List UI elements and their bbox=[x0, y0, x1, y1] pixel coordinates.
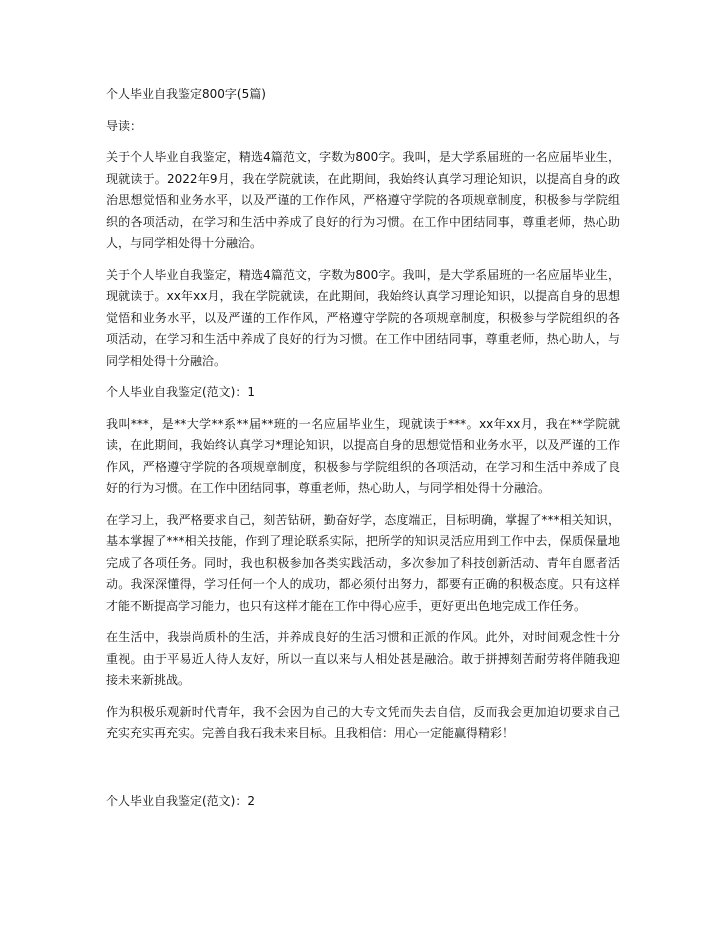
essay-paragraph: 在生活中，我崇尚质朴的生活，并养成良好的生活习惯和正派的作风。此外，对时间观念性十分重视。由于平易近人待人友好，所以一直以来与人相处甚是融洽。敢于拼搏刻苦耐劳将伴随我迎接未来新挑战。 bbox=[106, 630, 620, 687]
essay-paragraph: 作为积极乐观新时代青年，我不会因为自己的大专文凭而失去自信，反而我会更加迫切要求自己充实充实再充实。完善自我石我未来目标。且我相信：用心一定能赢得精彩！ bbox=[106, 704, 620, 740]
document-body bbox=[106, 84, 620, 822]
intro-label: 导读： bbox=[106, 118, 143, 133]
section-heading-1: 个人毕业自我鉴定(范文)：1 bbox=[106, 385, 255, 399]
document-title: 个人毕业自我鉴定800字(5篇) bbox=[106, 87, 266, 101]
intro-paragraph: 关于个人毕业自我鉴定，精选4篇范文，字数为800字。我叫，是大学系届班的一名应届毕业生，现就读于。2022年9月，我在学院就读，在此期间，我始终认真学习理论知识，以提高自身的政治思想觉悟和业务水平，以及严谨的工作作风，严格遵守学院的各项规章制度，积极参与学院组织的各项活动，在学习和生活中养成了良好的行为习惯。在工作中团结同事，尊重老师，热心助人，与同学相处得十分融洽。 bbox=[106, 150, 620, 250]
essay-paragraph: 我叫***，是**大学**系**届**班的一名应届毕业生，现就读于***。xx年xx月，我在**学院就读，在此期间，我始终认真学习*理论知识，以提高自身的思想觉悟和业务水平，以及严谨的工作作风，严格遵守学院的各项规章制度，积极参与学院组织的各项活动，在学习和生活中养成了良好的行为习惯。在工作中团结同事，尊重老师，热心助人，与同学相处得十分融洽。 bbox=[106, 416, 620, 495]
essay-paragraph: 在学习上，我严格要求自己，刻苦钻研，勤奋好学，态度端正，目标明确，掌握了***相关知识，基本掌握了***相关技能，作到了理论联系实际，把所学的知识灵活应用到工作中去，保质保量地完成了各项任务。同时，我也积极参加各类实践活动，多次参加了科技创新活动、青年自愿者活动。我深深懂得，学习任何一个人的成功，都必须付出努力，都要有正确的积极态度。只有这样才能不断提高学习能力，也只有这样才能在工作中得心应手，更好更出色地完成工作任务。 bbox=[106, 512, 620, 613]
section-heading-2: 个人毕业自我鉴定(范文)：2 bbox=[106, 793, 255, 808]
intro-paragraph: 关于个人毕业自我鉴定，精选4篇范文，字数为800字。我叫，是大学系届班的一名应届毕业生，现就读于。xx年xx月，我在学院就读，在此期间，我始终认真学习理论知识，以提高自身的思想觉悟和业务水平，以及严谨的工作作风，严格遵守学院的各项规章制度，积极参与学院组织的各项活动，在学习和生活中养成了良好的行为习惯。在工作中团结同事，尊重老师，热心助人，与同学相处得十分融洽。 bbox=[106, 267, 620, 368]
